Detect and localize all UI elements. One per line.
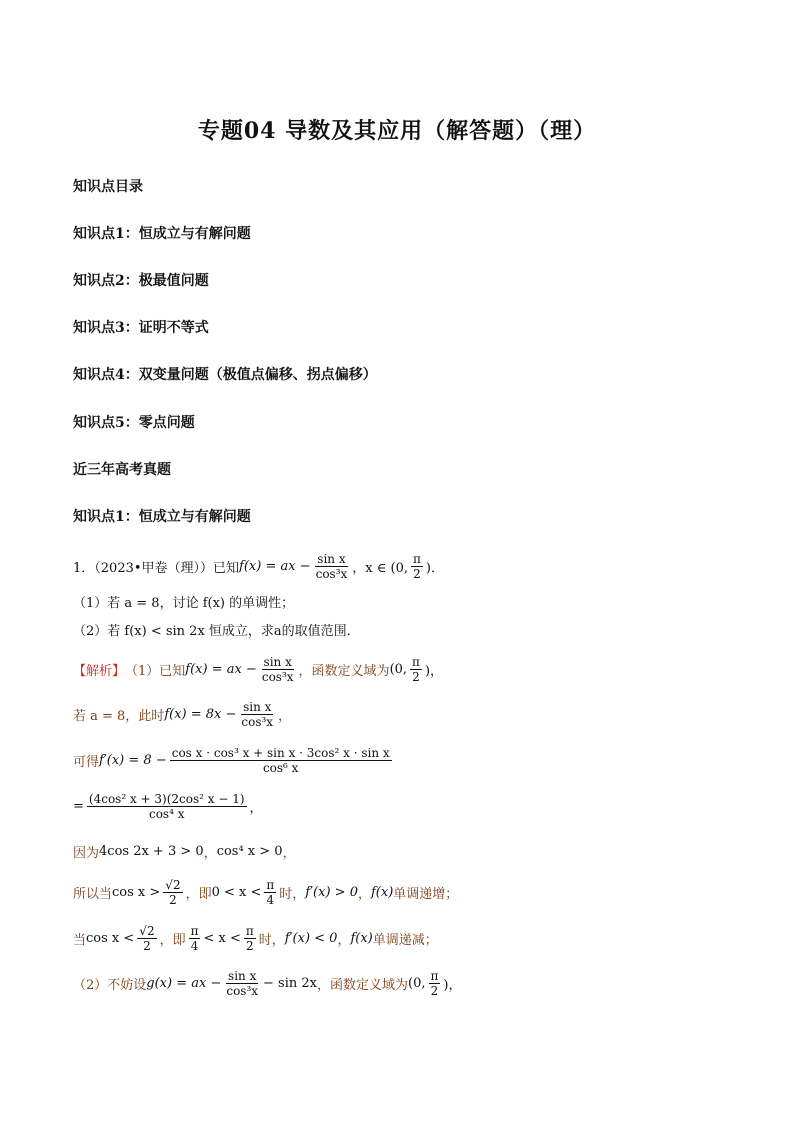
pi-over-two: $\frac{\pi}{2}$ <box>412 552 421 581</box>
solution-line-2: 若 a = 8，此时 f(x) = 8x − $\frac{\text{sin x}}{\text{cos³x}}$ ， <box>73 700 292 729</box>
fraction: $\frac{\text{sin x}}{\text{cos³x}}$ <box>315 552 348 581</box>
problem-statement: 1．（2023•甲卷（理））已知 f(x) = ax − $\frac{\text{sin x}}{\text{cos³x}}$ ，x ∈ (0, $\frac{\pi}{2}$ )． <box>73 552 444 581</box>
page-title: 专题04 导数及其应用（解答题）（理） <box>197 118 597 144</box>
function-definition: f(x) = ax − <box>239 559 311 574</box>
solution-line-7: 当 cos x < $\frac{√2}{2}$ ，即 $\frac{\pi}{4}$ < x < $\frac{\pi}{2}$ 时， f′(x) < 0 ， f(x) 单调递减； <box>73 924 438 953</box>
problem-part-1: （1）若 a = 8，讨论 f(x) 的单调性； <box>73 596 295 611</box>
toc-item-5: 知识点5：零点问题 <box>73 415 195 431</box>
toc-heading: 知识点目录 <box>73 179 143 195</box>
solution-line-6: 所以当 cos x > $\frac{√2}{2}$ ，即 0 < x < $\frac{\pi}{4}$ 时， f′(x) > 0 ， f(x) 单调递增； <box>73 878 459 907</box>
solution-label: 【解析】 <box>73 664 126 679</box>
toc-item-3: 知识点3：证明不等式 <box>73 320 209 336</box>
solution-line-8: （2）不妨设 g(x) = ax − $\frac{\text{sin x}}{\text{cos³x}}$ − sin 2x ，函数定义域为 (0, $\frac{\pi}{2}$ )， <box>73 969 462 998</box>
problem-part-2: （2）若 f(x) < sin 2x 恒成立，求a的取值范围． <box>73 624 360 639</box>
toc-item-4: 知识点4：双变量问题（极值点偏移、拐点偏移） <box>73 367 377 383</box>
solution-line-1: 【解析】 （1）已知 f(x) = ax − $\frac{\text{sin x}}{\text{cos³x}}$ ，函数定义域为 (0, $\frac{\pi}{2}$ )， <box>73 655 444 684</box>
toc-item-2: 知识点2：极最值问题 <box>73 273 209 289</box>
solution-line-5: 因为 4cos 2x + 3 > 0 ， cos⁴ x > 0 ， <box>73 844 296 861</box>
subsection-heading: 知识点1：恒成立与有解问题 <box>73 509 251 525</box>
toc-item-1: 知识点1：恒成立与有解问题 <box>73 226 251 242</box>
solution-line-4: = $\frac{\text{(4cos² x + 3)(2cos² x − 1)}}{\text{cos⁴ x}}$ ， <box>73 792 263 821</box>
solution-line-3: 可得 f′(x) = 8 − $\frac{\text{cos x · cos³ x + sin x · 3cos² x · sin x}}{\text{cos⁶ x}}$ <box>73 746 390 775</box>
section-heading: 近三年高考真题 <box>73 462 171 478</box>
